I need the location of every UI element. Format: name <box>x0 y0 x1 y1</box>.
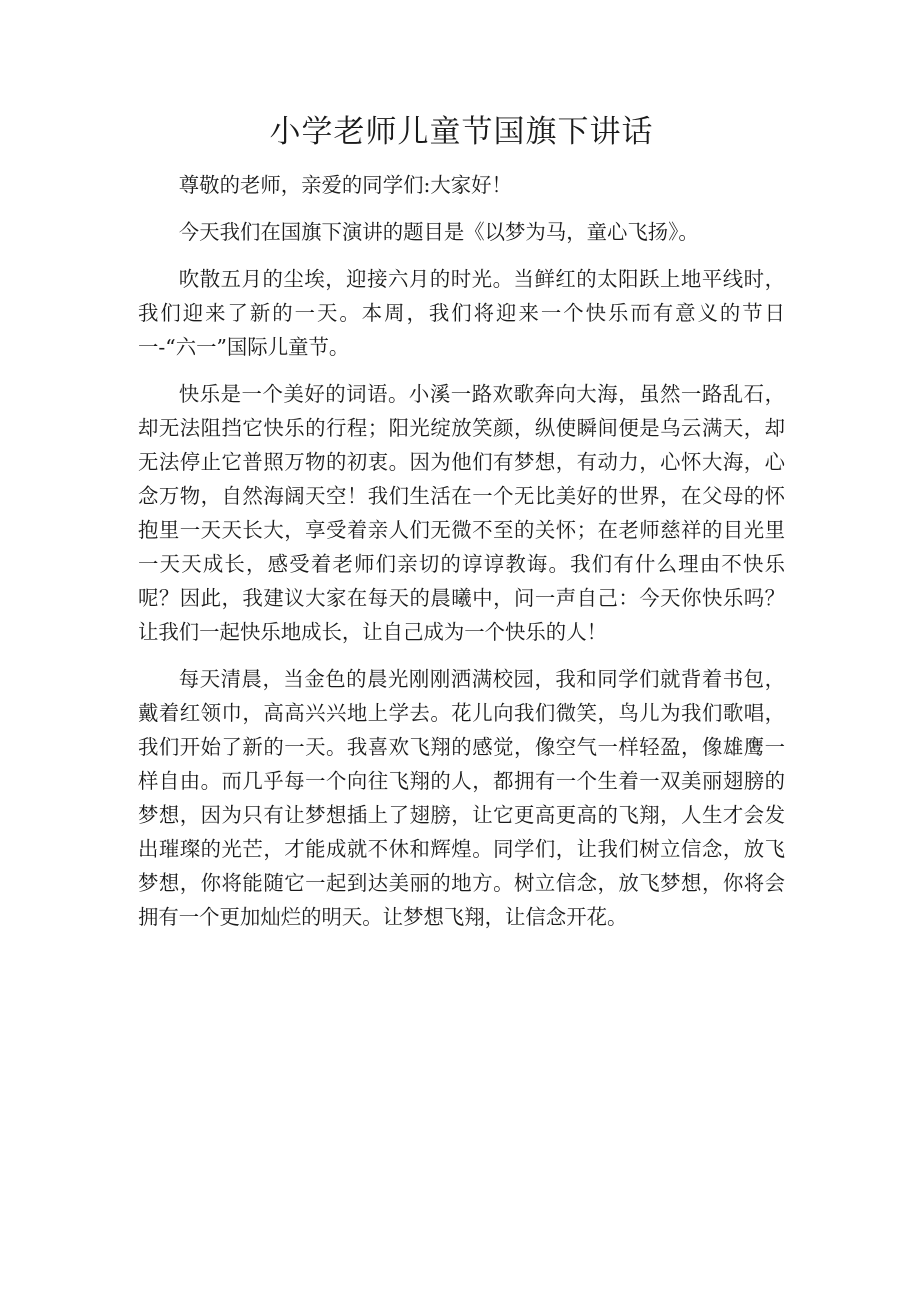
paragraph-topic: 今天我们在国旗下演讲的题目是《以梦为马，童心飞扬》。 <box>178 220 699 244</box>
paragraph-greeting: 尊敬的老师，亲爱的同学们:大家好！ <box>178 173 512 197</box>
paragraph-dreams: 每天清晨，当金色的晨光刚刚洒满校园，我和同学们就背着书包，戴着红领巾，高高兴兴地上学去。花儿向我们微笑，鸟儿为我们歌唱，我们开始了新的一天。我喜欢飞翔的感觉，像空气一样轻盈，像雄鹰一样自由。而几乎每一个向往飞翔的人，都拥有一个生着一双美丽翅膀的梦想，因为只有让梦想插上了翅膀，让它更高更高的飞翔，人生才会发出璀璨的光芒，才能成就不休和辉煌。同学们，让我们树立信念，放飞梦想，你将能随它一起到达美丽的地方。树立信念，放飞梦想，你将会拥有一个更加灿烂的明天。让梦想飞翔，让信念开花。 <box>138 667 785 929</box>
paragraph-intro: 吹散五月的尘埃，迎接六月的时光。当鲜红的太阳跃上地平线时，我们迎来了新的一天。本周，我们将迎来一个快乐而有意义的节日一-“六一”国际儿童节。 <box>138 267 785 359</box>
paragraph-happiness: 快乐是一个美好的词语。小溪一路欢歌奔向大海，虽然一路乱石，却无法阻挡它快乐的行程；阳光绽放笑颜，纵使瞬间便是乌云满天，却无法停止它普照万物的初衷。因为他们有梦想，有动力，心怀大海，心念万物，自然海阔天空！我们生活在一个无比美好的世界，在父母的怀抱里一天天长大，享受着亲人们无微不至的关怀；在老师慈祥的目光里一天天成长，感受着老师们亲切的谆谆教诲。我们有什么理由不快乐呢？因此，我建议大家在每天的晨曦中，问一声自己：今天你快乐吗？让我们一起快乐地成长，让自己成为一个快乐的人！ <box>138 382 785 644</box>
document-title: 小学老师儿童节国旗下讲话 <box>269 114 654 150</box>
